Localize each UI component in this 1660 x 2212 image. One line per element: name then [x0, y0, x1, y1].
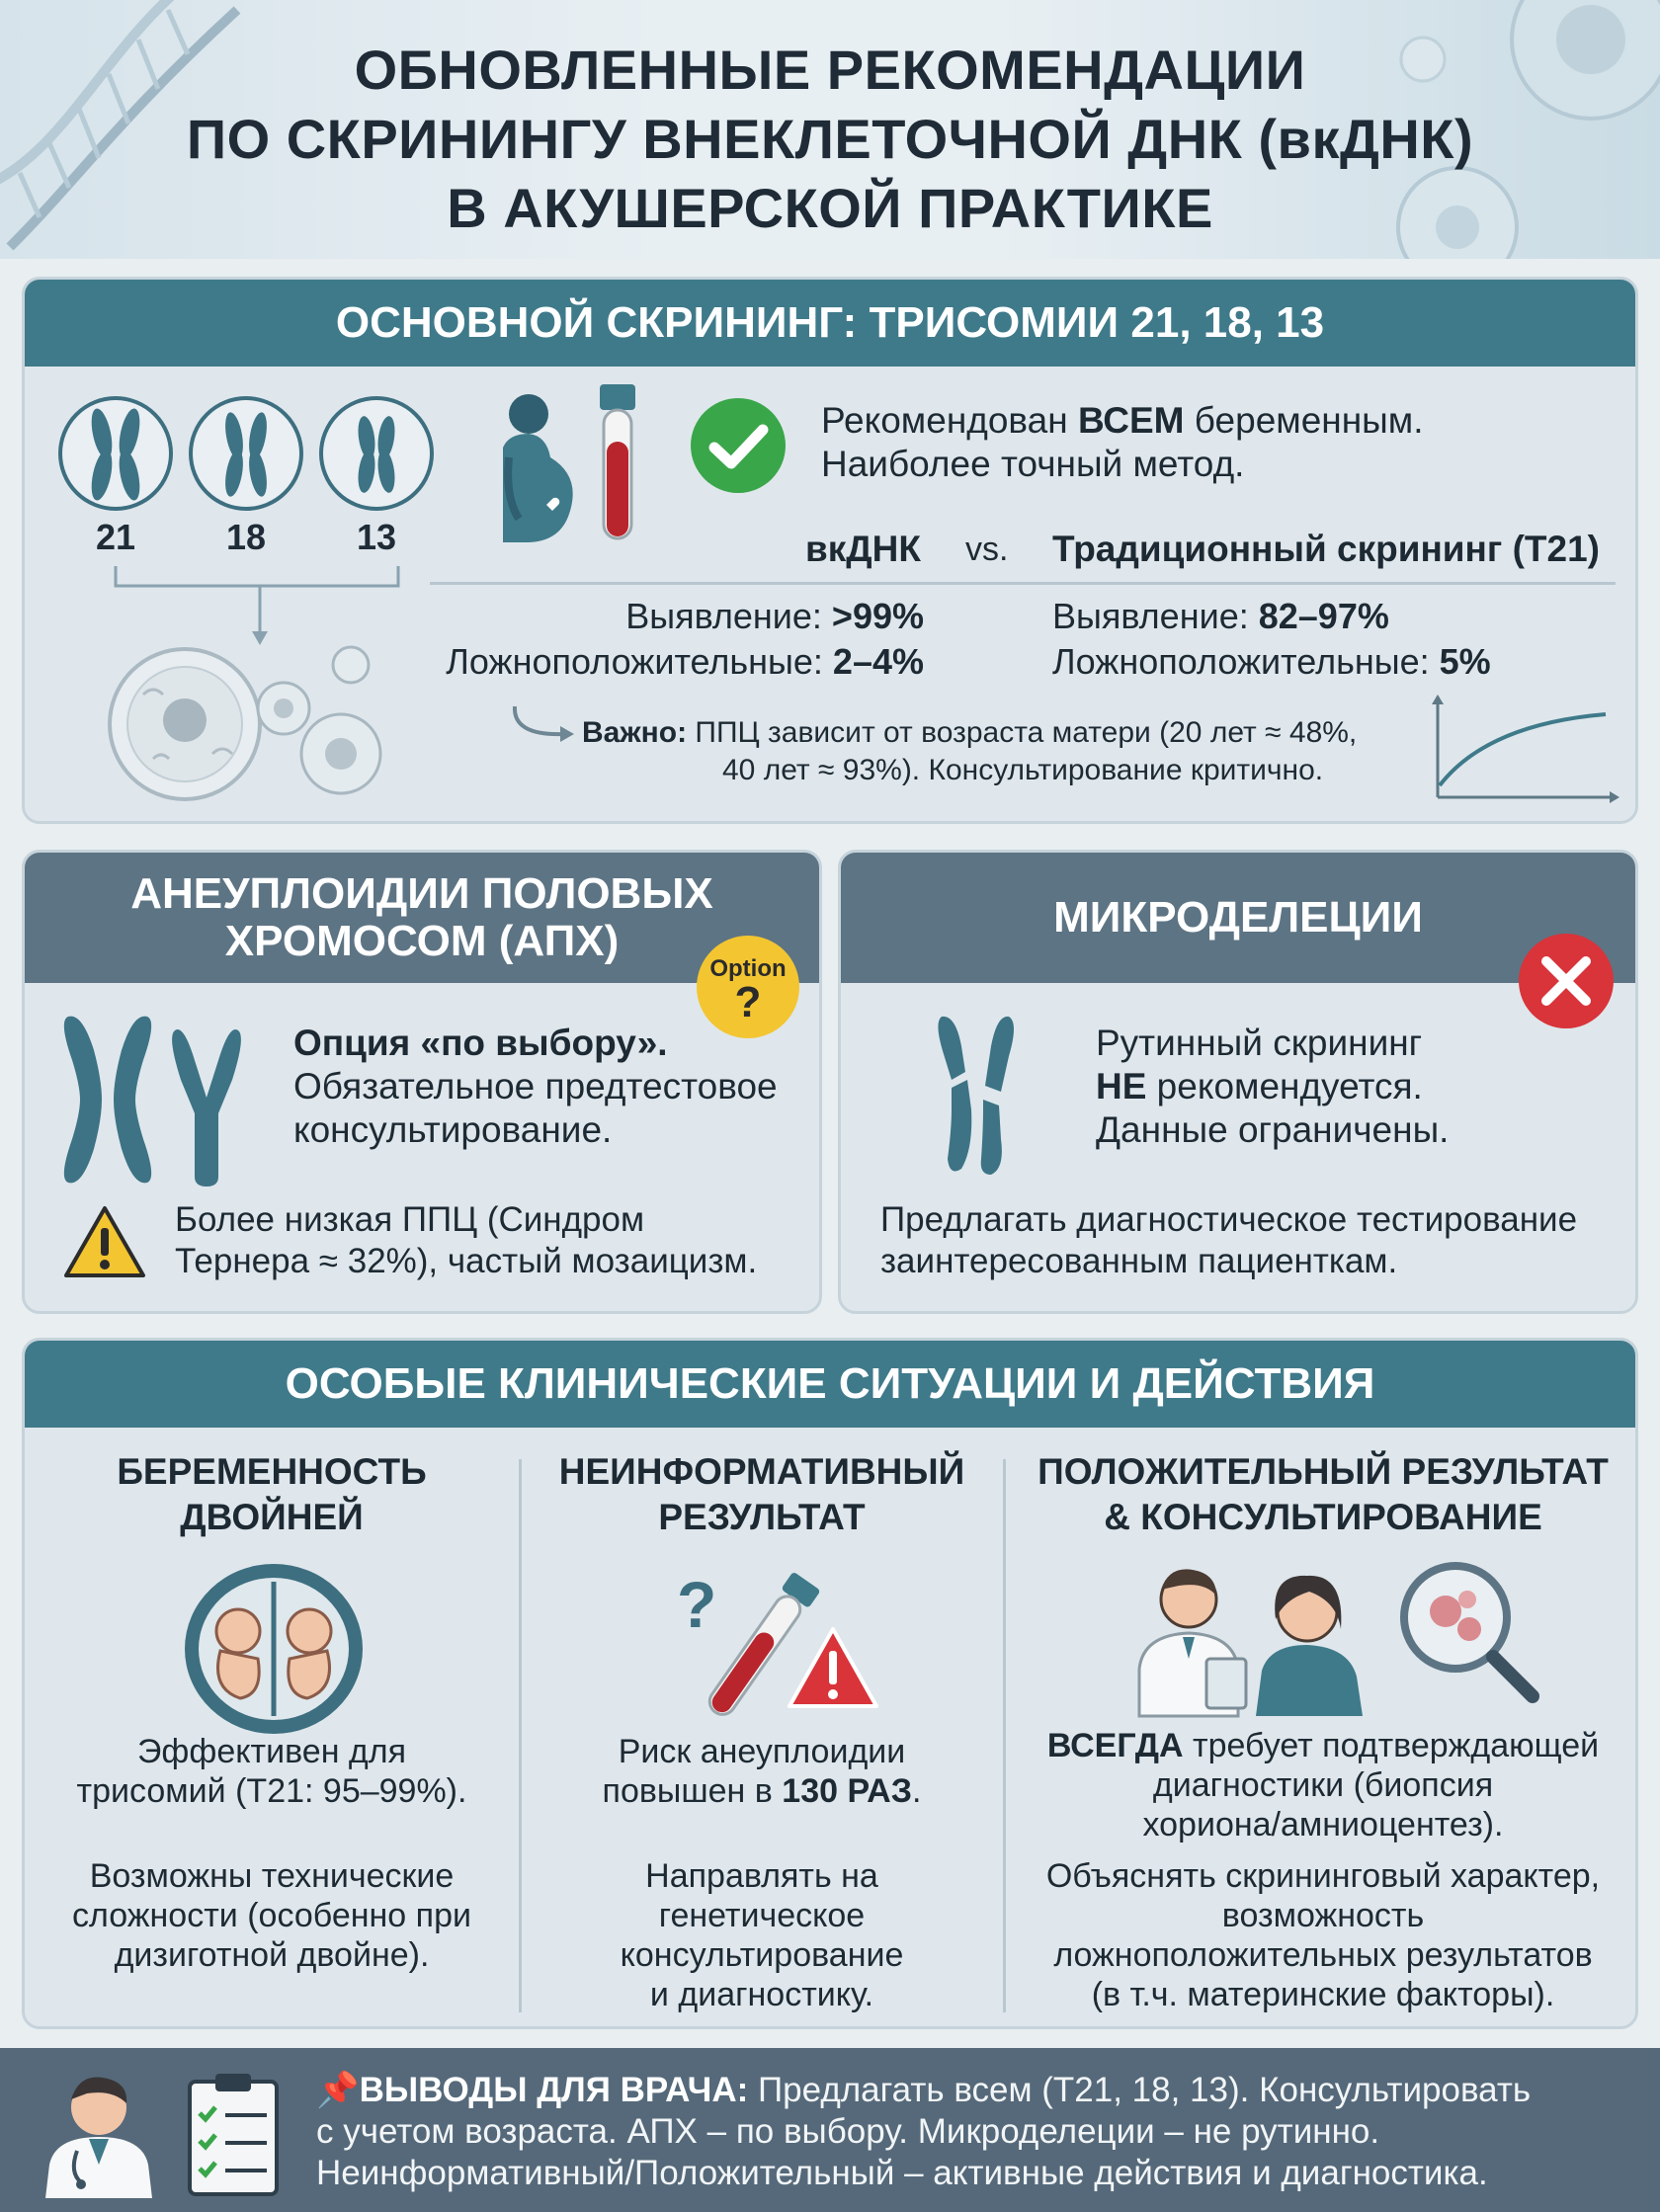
chromosome-label-13: 13	[356, 517, 397, 557]
micro-offer-line-2: заинтересованным пациенткам.	[880, 1242, 1398, 1280]
sca-warning-line-1: Более низкая ППЦ (Синдром	[175, 1200, 645, 1239]
important-note-line-2: 40 лет ≈ 93%). Консультирование критично.	[722, 754, 1324, 786]
chromosome-18-icon	[189, 396, 303, 511]
positive-explain-text: Объяснять скрининговый характер, возможность ложноположительных результатов (в т.ч. материнские факторы).	[1045, 1857, 1601, 2013]
footer-summary: 📌ВЫВОДЫ ДЛЯ ВРАЧА: Предлагать всем (T21, 18, 13). Консультировать с учетом возраста. АПХ – по выбору. Микроделеции – не рутинно. Неинформативный/Положительный – активные действия и диагностика.	[316, 2071, 1532, 2192]
sca-counseling-line-1: Обязательное предтестовое	[293, 1066, 778, 1106]
chromosome-label-21: 21	[95, 517, 136, 557]
cross-circle-icon	[1517, 932, 1616, 1030]
checklist-clipboard-icon	[184, 2070, 283, 2198]
pin-icon: 📌	[316, 2071, 360, 2109]
traditional-false-positive: Ложноположительные: 5%	[1052, 641, 1491, 682]
warning-icon	[62, 1204, 147, 1279]
twins-womb-icon	[181, 1560, 367, 1738]
important-note-line-1: Важно: ППЦ зависит от возраста матери (20 лет ≈ 48%,	[582, 716, 1358, 749]
cell-free-dna-cells-icon	[104, 635, 420, 813]
microdeletion-title: МИКРОДЕЛЕЦИИ	[841, 853, 1635, 983]
twins-title: БЕРЕМЕННОСТЬ ДВОЙНЕЙ	[117, 1451, 427, 1537]
micro-line-2: НЕ рекомендуется.	[1096, 1066, 1423, 1106]
micro-line-3: Данные ограничены.	[1096, 1109, 1450, 1150]
compare-right-header: Традиционный скрининг (T21)	[1052, 529, 1600, 569]
compare-divider	[430, 582, 1616, 585]
option-badge: Option ?	[697, 936, 799, 1038]
doctor-patient-icon	[1129, 1560, 1367, 1718]
curved-arrow-icon	[509, 702, 588, 752]
broken-chromosome-icon	[922, 1011, 1031, 1179]
chromosome-label-18: 18	[225, 517, 267, 557]
positive-title: ПОЛОЖИТЕЛЬНЫЙ РЕЗУЛЬТАТ & КОНСУЛЬТИРОВАНИЕ	[1038, 1451, 1609, 1537]
compare-left-header: вкДНК	[805, 529, 921, 569]
doctor-avatar-icon	[40, 2070, 158, 2198]
page-title: ОБНОВЛЕННЫЕ РЕКОМЕНДАЦИИ ПО СКРИНИНГУ ВНЕКЛЕТОЧНОЙ ДНК (вкДНК) В АКУШЕРСКОЙ ПРАКТИКЕ	[186, 39, 1474, 239]
xy-chromosome-icon	[58, 1011, 276, 1188]
compare-vs: vs.	[965, 531, 1009, 568]
sca-counseling-line-2: консультирование.	[293, 1109, 613, 1150]
twins-difficulty-text: Возможны технические сложности (особенно при дизиготной двойне).	[72, 1857, 471, 1974]
noinfo-title: НЕИНФОРМАТИВНЫЙ РЕЗУЛЬТАТ	[558, 1451, 965, 1537]
chromosome-13-icon	[319, 396, 434, 511]
magnifier-icon	[1396, 1560, 1544, 1708]
micro-line-1: Рутинный скрининг	[1096, 1023, 1423, 1063]
sca-option-line: Опция «по выбору».	[293, 1023, 668, 1063]
cfdna-false-positive: Ложноположительные: 2–4%	[446, 641, 924, 682]
recommendation-line-1: Рекомендован ВСЕМ беременным.	[821, 400, 1424, 441]
noinfo-risk-text: Риск анеуплоидии повышен в 130 РАЗ.	[602, 1733, 922, 1810]
sca-panel	[22, 850, 822, 1314]
ppv-curve-icon	[1428, 695, 1621, 807]
micro-offer-line-1: Предлагать диагностическое тестирование	[880, 1200, 1578, 1239]
traditional-detection: Выявление: 82–97%	[1052, 596, 1389, 636]
recommendation-line-2: Наиболее точный метод.	[821, 444, 1245, 484]
header-banner	[0, 0, 1660, 259]
special-situations-panel	[22, 1338, 1638, 2029]
svg-text:?: ?	[677, 1568, 717, 1641]
noinfo-referral-text: Направлять на генетическое консультирование и диагностику.	[620, 1857, 904, 2013]
core-screening-title: ОСНОВНОЙ СКРИНИНГ: ТРИСОМИИ 21, 18, 13	[25, 280, 1635, 367]
cfdna-detection: Выявление: >99%	[625, 596, 924, 636]
positive-confirm-text: ВСЕГДА требует подтверждающей диагностики (биопсия хориона/амниоцентез).	[1046, 1727, 1600, 1843]
sca-warning-line-2: Тернера ≈ 32%), частый мозаицизм.	[175, 1242, 758, 1280]
chromosome-21-icon	[58, 396, 173, 511]
special-situations-title: ОСОБЫЕ КЛИНИЧЕСКИЕ СИТУАЦИИ И ДЕЙСТВИЯ	[25, 1341, 1635, 1428]
tube-warning-icon	[667, 1560, 884, 1728]
footer-conclusions	[0, 2048, 1660, 2212]
twins-effective-text: Эффективен для трисомий (T21: 95–99%).	[76, 1733, 467, 1810]
sca-title: АНЕУПЛОИДИИ ПОЛОВЫХ ХРОМОСОМ (АПХ)	[25, 853, 819, 983]
blood-tube-icon	[588, 380, 647, 548]
core-screening-panel	[22, 277, 1638, 824]
pregnant-woman-icon	[489, 388, 588, 546]
microdeletion-panel	[838, 850, 1638, 1314]
check-circle-icon	[689, 396, 788, 495]
